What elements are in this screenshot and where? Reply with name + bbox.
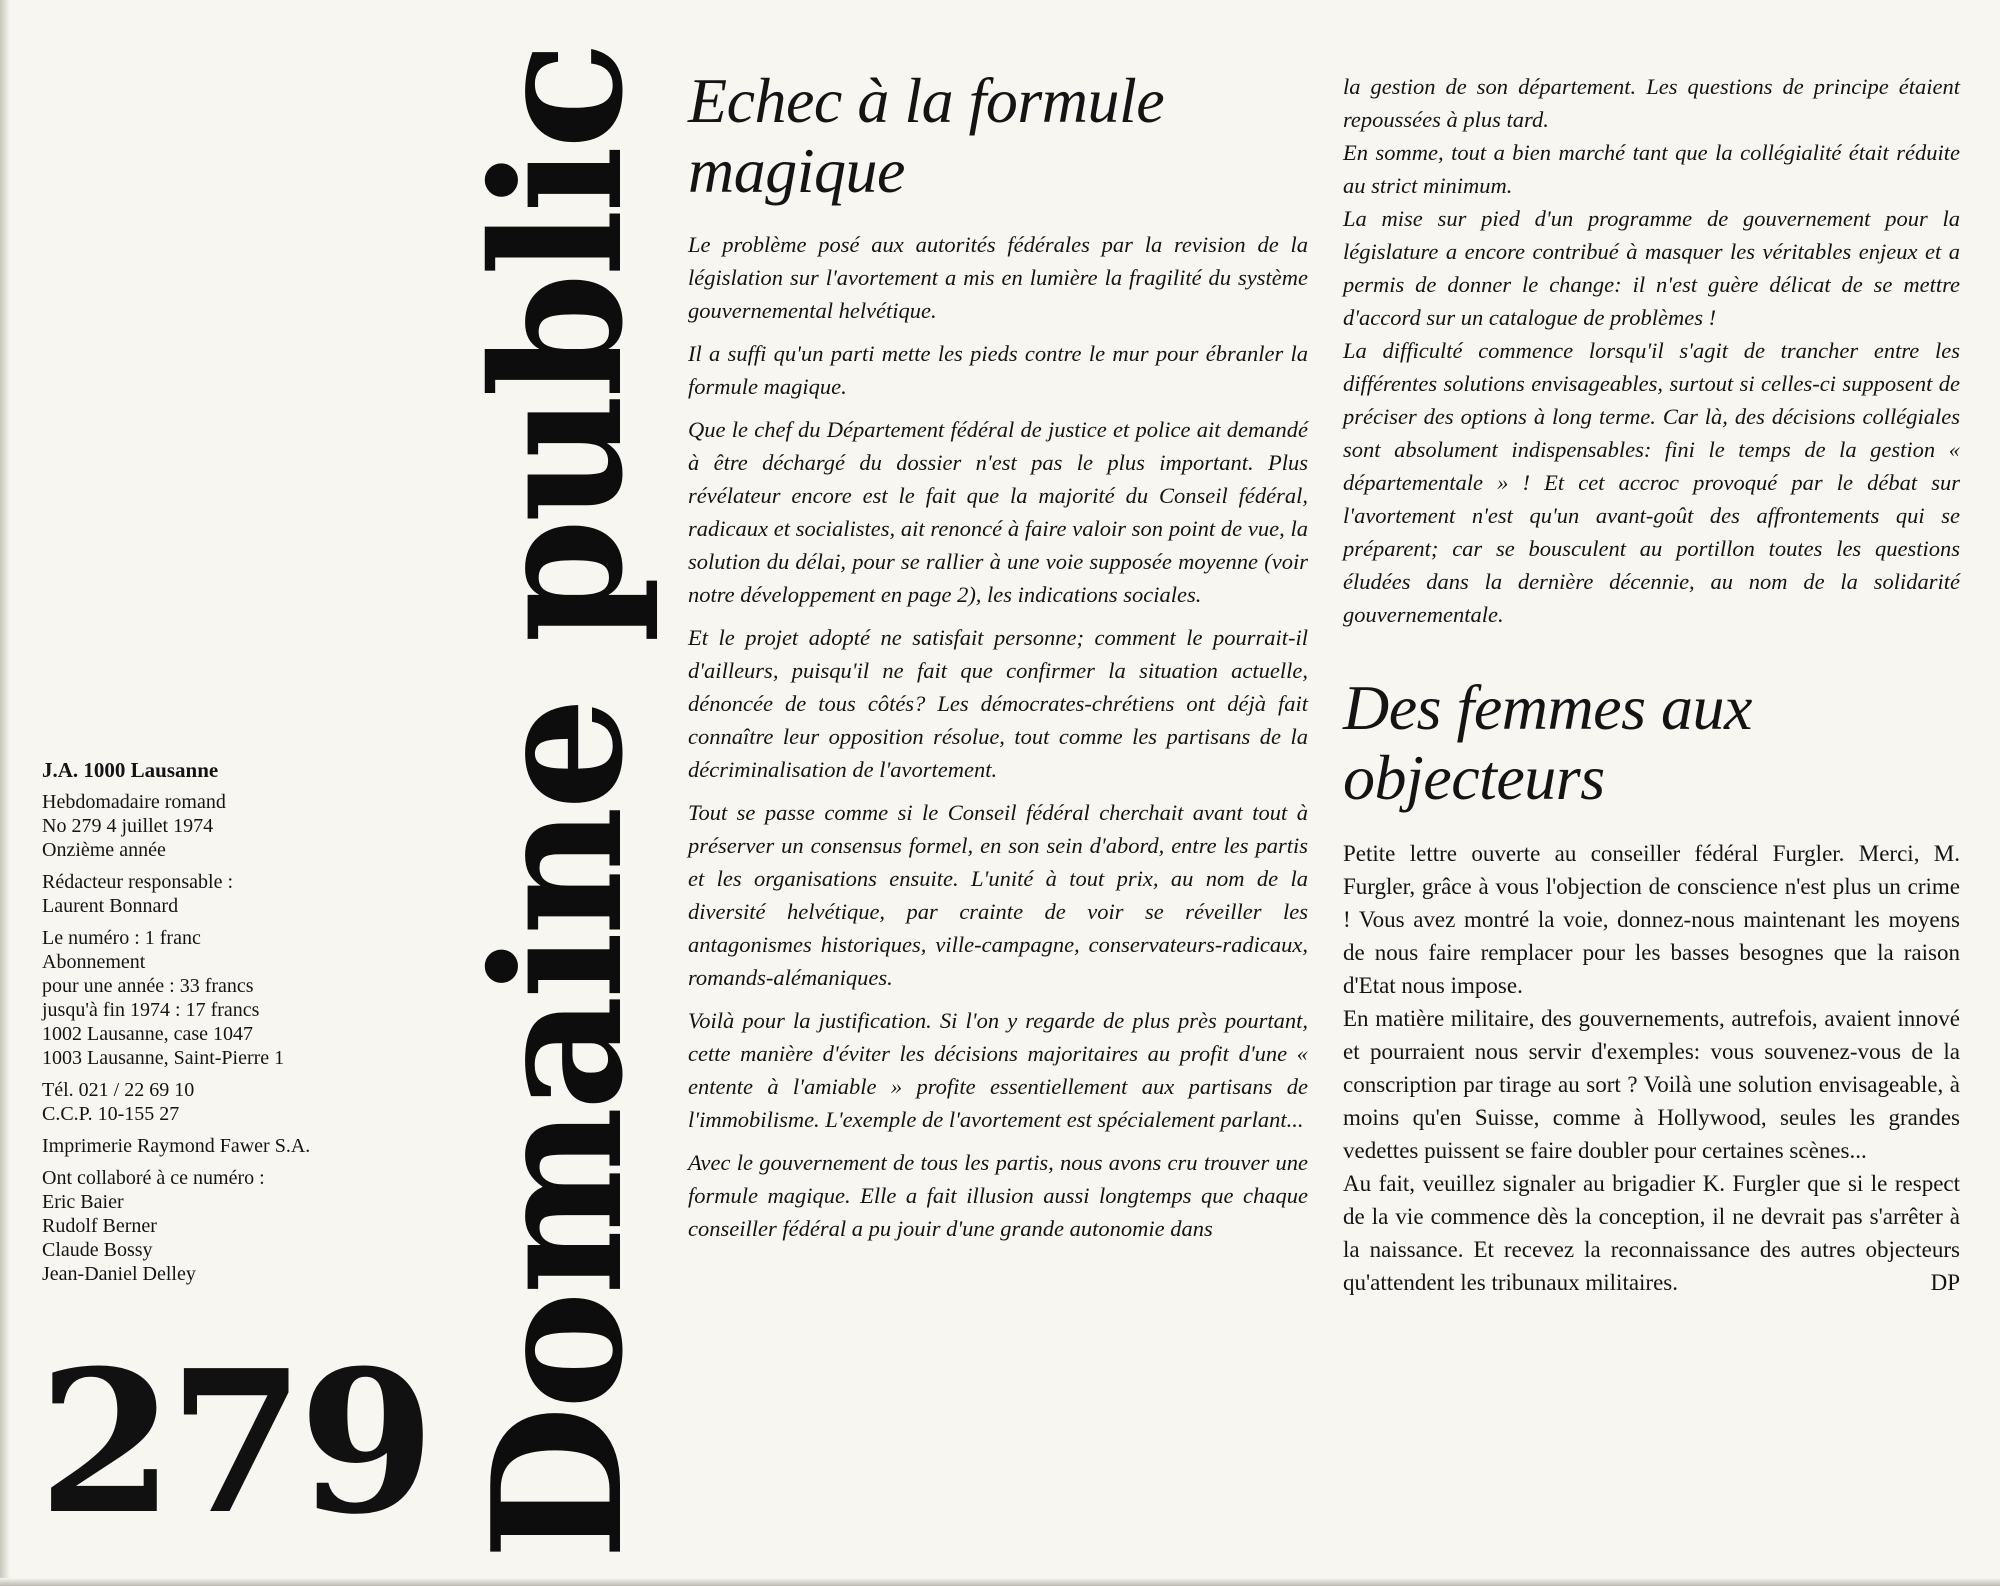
issue-number: 279 (38, 1328, 430, 1558)
article-column-1 (688, 66, 1308, 1255)
article2-last-paragraph (1343, 1167, 1960, 1299)
masthead-line: Le numéro : 1 franc (42, 927, 201, 949)
masthead-line: Eric Baier (42, 1191, 124, 1213)
masthead-line: Claude Bossy (42, 1239, 153, 1261)
article-continuation: En somme, tout a bien marché tant que la collégialité était réduite au strict minimum. (1343, 140, 1960, 198)
article2-paragraph: Petite lettre ouverte au conseiller fédéral Furgler. Merci, M. Furgler, grâce à vous l'objection de conscience n'est plus un crime ! Vous avez montré la voie, donnez-nous maintenant les moyens de nous faire remplacer pour les basses besognes que la raison d'Etat nous impose. (1343, 841, 1960, 998)
article-paragraph: Avec le gouvernement de tous les partis, nous avons cru trouver une formule magique. Elle a fait illusion aussi longtemps que chaque conseiller fédéral a pu jouir d'une grande autonomie dans (688, 1150, 1308, 1241)
title-wrap (453, 45, 662, 1560)
article-paragraph: Que le chef du Département fédéral de justice et police ait demandé à être déchargé du dossier n'est pas le plus important. Plus révélateur encore est le fait que la majorité du Conseil fédéral, radicaux et socialistes, ait renoncé à faire valoir son point de vue, la solution du délai, pour se rallier à une voie supposée moyenne (voir notre développement en page 2), les indications sociales. (688, 417, 1308, 607)
masthead-line: Onzième année (42, 839, 166, 861)
newspaper-title: Domaine public (453, 45, 662, 1560)
article-headline: Echec à la formule magique (688, 65, 1165, 206)
masthead-line: Rudolf Berner (42, 1215, 157, 1237)
signature: DP (1930, 1270, 1960, 1295)
masthead-line: Laurent Bonnard (42, 895, 179, 917)
masthead-line: Abonnement (42, 951, 146, 973)
page-bottom-shadow (0, 1578, 2000, 1586)
masthead-line: Imprimerie Raymond Fawer S.A. (42, 1135, 311, 1157)
masthead-line: Jean-Daniel Delley (42, 1263, 196, 1285)
article-paragraph: Voilà pour la justification. Si l'on y regarde de plus près pourtant, cette manière d'éviter les décisions majoritaires au profit d'une « entente à l'amiable » profite essentiellement aux partisans de l'immobilisme. L'exemple de l'avortement est spécialement parlant... (688, 1008, 1308, 1132)
masthead-line: pour une année : 33 francs (42, 975, 254, 997)
masthead-line: 1003 Lausanne, Saint-Pierre 1 (42, 1047, 285, 1069)
article-paragraph: Tout se passe comme si le Conseil fédéral cherchait avant tout à préserver un consensus formel, en son sein d'abord, entre les partis et les organisations ensuite. L'unité à tout prix, au nom de la diversité helvétique, par crainte de voir se réveiller les antagonismes historiques, ville-campagne, conservateurs-radicaux, romands-alémaniques. (688, 800, 1308, 990)
article-paragraph: Il a suffi qu'un parti mette les pieds contre le mur pour ébranler la formule magique. (688, 341, 1308, 399)
masthead-line: Ont collaboré à ce numéro : (42, 1167, 265, 1189)
article-continuation: la gestion de son département. Les questions de principe étaient repoussées à plus tard. (1343, 74, 1960, 132)
masthead-heading: J.A. 1000 Lausanne (42, 758, 219, 782)
masthead-line: No 279 4 juillet 1974 (42, 815, 214, 837)
article2-paragraph: En matière militaire, des gouvernements, autrefois, avaient innové et pourraient nous servir d'exemples: vous souvenez-vous de la conscription par tirage au sort ? Voilà une solution envisageable, à moins qu'en Suisse, comme à Hollywood, seules les grandes vedettes puissent se faire doubler pour certaines scènes... (1343, 1006, 1960, 1163)
masthead-line: Tél. 021 / 22 69 10 (42, 1079, 195, 1101)
article-paragraph: Et le projet adopté ne satisfait personne; comment le pourrait-il d'ailleurs, puisqu'il ne fait que confirmer la situation actuelle, dénoncée de tous côtés? Les démocrates-chrétiens ont déjà fait connaître leur opposition résolue, tout comme les partisans de la décriminalisation de l'avortement. (688, 625, 1308, 782)
article-continuation: La mise sur pied d'un programme de gouvernement pour la législature a encore contribué à masquer les véritables enjeux et a permis de donner le change: il n'est guère délicat de se mettre d'accord sur un catalogue de problèmes ! (1343, 206, 1960, 330)
article2-paragraph: Au fait, veuillez signaler au brigadier K. Furgler que si le respect de la vie commence dès la conception, il ne devrait pas s'arrêter à la naissance. Et recevez la reconnaissance des autres objecteurs qu'attendent les tribunaux militaires. (1343, 1171, 1960, 1295)
article-paragraph: Le problème posé aux autorités fédérales par la revision de la législation sur l'avortement a mis en lumière la fragilité du système gouvernemental helvétique. (688, 232, 1308, 323)
masthead-line: Rédacteur responsable : (42, 871, 234, 893)
masthead-line: C.C.P. 10-155 27 (42, 1103, 180, 1125)
article-headline-2: Des femmes aux objecteurs (1343, 672, 1752, 813)
article-column-2 (1343, 70, 1960, 1299)
masthead-line: jusqu'à fin 1974 : 17 francs (42, 999, 260, 1021)
article-continuation: La difficulté commence lorsqu'il s'agit de trancher entre les différentes solutions envisageables, surtout si celles-ci supposent de préciser des options à long terme. Car là, des décisions collégiales sont absolument indispensables: fini le temps de la gestion « départementale » ! Et cet accroc provoqué par le débat sur l'avortement n'est qu'un avant-goût des affrontements qui se préparent; car se bousculent au portillon toutes les questions éludées dans la dernière décennie, au nom de la solidarité gouvernementale. (1343, 338, 1960, 627)
page-edge-shadow (0, 0, 10, 1586)
masthead-line: Hebdomadaire romand (42, 791, 226, 813)
masthead (42, 758, 442, 1286)
masthead-line: 1002 Lausanne, case 1047 (42, 1023, 254, 1045)
